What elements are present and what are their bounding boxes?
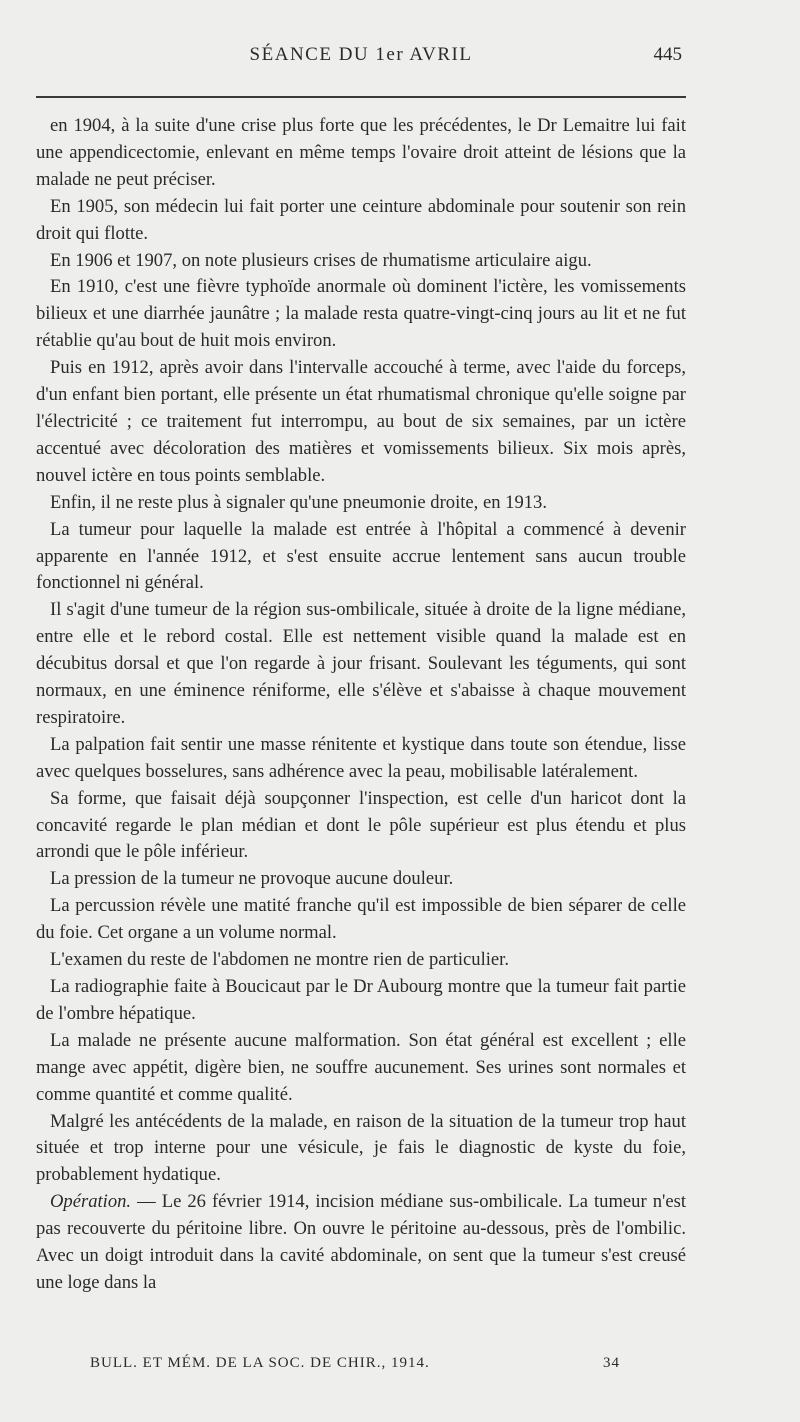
paragraph-text: — Le 26 février 1914, incision médiane sus-ombilicale. La tumeur n'est pas recouverte du péritoine libre. On ouvre le péritoine au-dessous, près de l'ombilic. Avec un doigt introduit dans la cavité abdominale, on sent que la tumeur s'est creusé une loge dans la (36, 1191, 686, 1293)
paragraph: L'examen du reste de l'abdomen ne montre rien de particulier. (50, 949, 509, 971)
header-title: SÉANCE DU 1er AVRIL (249, 44, 473, 65)
paragraph: La pression de la tumeur ne provoque aucune douleur. (50, 868, 454, 890)
paragraph: Il s'agit d'une tumeur de la région sus-ombilicale, située à droite de la ligne médiane, entre elle et le rebord costal. Elle est nettement visible quand la malade est en décubitus dorsal et que l'on regarde à jour frisant. Soulevant les téguments, qui sont normaux, en une éminence réniforme, elle s'élève et s'abaisse à chaque mouvement respiratoire. (36, 599, 686, 728)
paragraph: Sa forme, que faisait déjà soupçonner l'inspection, est celle d'un haricot dont la concavité regarde le plan médian et dont le pôle supérieur est plus étendu et plus arrondi que le pôle inférieur. (36, 787, 686, 863)
paragraph: En 1905, son médecin lui fait porter une ceinture abdominale pour soutenir son rein droit qui flotte. (36, 195, 686, 244)
paragraph: Malgré les antécédents de la malade, en raison de la situation de la tumeur trop haut située et trop interne pour une vésicule, je fais le diagnostic de kyste du foie, probablement hydatique. (36, 1110, 686, 1186)
paragraph: En 1910, c'est une fièvre typhoïde anormale où dominent l'ictère, les vomissements bilieux et une diarrhée jaunâtre ; la malade resta quatre-vingt-cinq jours au lit et ne fut rétablie qu'au bout de huit mois environ. (36, 276, 686, 352)
running-header (38, 44, 684, 78)
paragraph: Puis en 1912, après avoir dans l'intervalle accouché à terme, avec l'aide du forceps, d'un enfant bien portant, elle présente un état rhumatismal chronique qu'elle soigne par l'électricité ; ce traitement fut interrompu, au bout de six semaines, par un ictère accentué avec décoloration des matières et vomissements bilieux. Six mois après, nouvel ictère en tous points semblable. (36, 357, 686, 486)
body-text (36, 113, 686, 1297)
section-lead: Opération. (50, 1191, 132, 1213)
paragraph: En 1906 et 1907, on note plusieurs crises de rhumatisme articulaire aigu. (50, 249, 592, 271)
paragraph: en 1904, à la suite d'une crise plus forte que les précédentes, le Dr Lemaitre lui fait une appendicectomie, enlevant en même temps l'ovaire droit atteint de lésions que la malade ne peut préciser. (36, 115, 686, 190)
header-rule (36, 96, 686, 98)
page-number: 445 (653, 44, 682, 65)
paragraph: La tumeur pour laquelle la malade est entrée à l'hôpital a commencé à devenir apparente en l'année 1912, et s'est ensuite accrue lentement sans aucun trouble fonctionnel ni général. (36, 518, 686, 594)
signature-mark: 34 (603, 1355, 620, 1371)
paragraph: La malade ne présente aucune malformation. Son état général est excellent ; elle mange avec appétit, digère bien, ne souffre aucunement. Ses urines sont normales et comme quantité et comme qualité. (36, 1029, 686, 1105)
footer-journal: BULL. ET MÉM. DE LA SOC. DE CHIR., 1914. (90, 1355, 430, 1371)
paragraph: La radiographie faite à Boucicaut par le Dr Aubourg montre que la tumeur fait partie de l'ombre hépatique. (36, 976, 686, 1024)
paragraph: Enfin, il ne reste plus à signaler qu'une pneumonie droite, en 1913. (50, 491, 547, 513)
paragraph: La palpation fait sentir une masse rénitente et kystique dans toute son étendue, lisse avec quelques bosselures, sans adhérence avec la peau, mobilisable latéralement. (36, 733, 686, 782)
paragraph: La percussion révèle une matité franche qu'il est impossible de bien séparer de celle du foie. Cet organe a un volume normal. (36, 895, 686, 944)
paragraph-operation (36, 1189, 686, 1297)
